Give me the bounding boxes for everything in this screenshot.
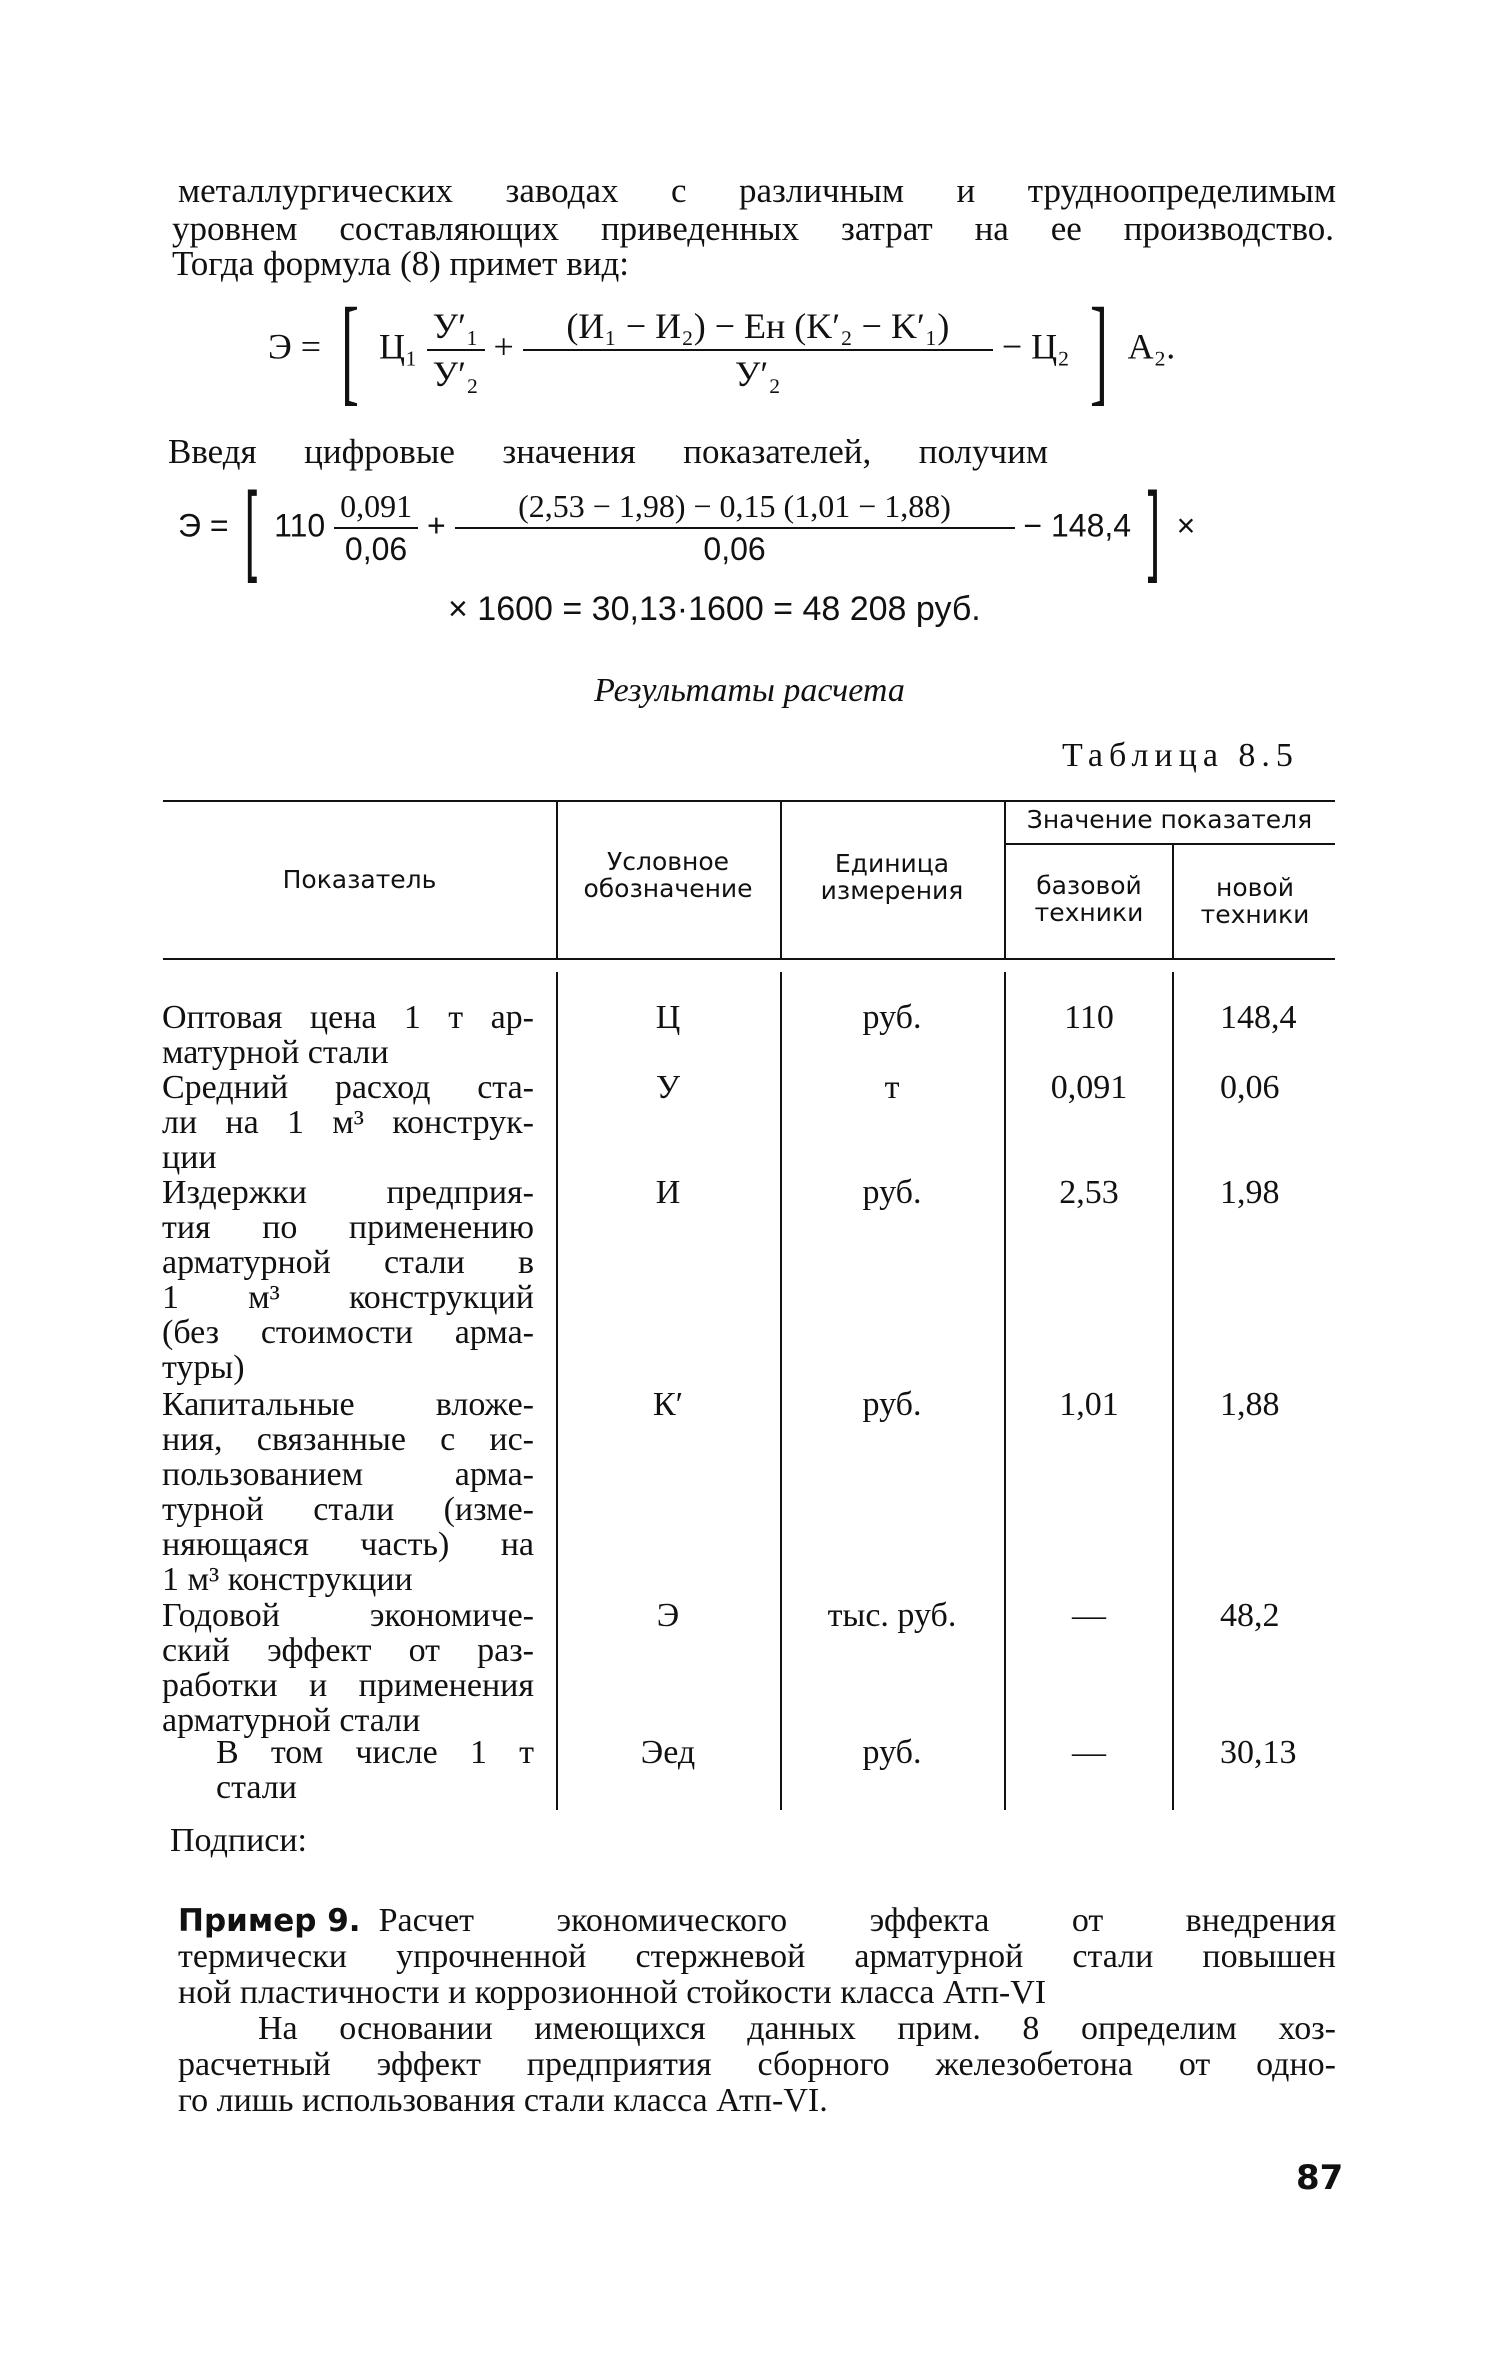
row-label-line: тия по применению	[162, 1209, 534, 1246]
table-header-rule	[163, 958, 1335, 960]
intro-sentence-2: Введя цифровые значения показателей, получим	[168, 432, 1048, 471]
table-top-rule	[163, 800, 1335, 802]
row-new-value: 0,06	[1220, 1069, 1280, 1106]
row-label-line: Годовой экономиче-	[162, 1597, 534, 1634]
row-unit: руб.	[862, 1174, 922, 1211]
formula1-lhs: Э =	[268, 326, 322, 367]
table-label: Таблица 8.5	[1062, 737, 1299, 774]
header-symbol: Условное обозначение	[583, 847, 753, 903]
row-label-line: (без стоимости арма-	[162, 1314, 534, 1351]
row-label-line: турной стали (изме-	[162, 1491, 534, 1528]
formula1-plus: +	[493, 326, 514, 367]
row-new-value: 1,88	[1220, 1386, 1280, 1423]
row-new-value: 30,13	[1220, 1734, 1297, 1771]
intro-line-3: Тогда формула (8) примет вид:	[172, 244, 629, 283]
formula2-minus: − 148,4	[1023, 507, 1132, 544]
formula1-fraction-1	[427, 305, 485, 395]
row-label	[216, 1735, 534, 1805]
formula-numeric	[178, 472, 1196, 584]
header-divider-4	[1172, 843, 1174, 958]
formula2-plus: +	[426, 507, 446, 544]
formula2-frac1-denominator: 0,06	[344, 531, 408, 567]
row-label-line: ния, связанные с ис-	[162, 1421, 534, 1458]
intro-line-1: металлургических заводах с различным и трудноопределимым	[178, 171, 1336, 210]
example-line-2: термически упрочненной стержневой арматурной стали повышен	[178, 1938, 1336, 1975]
formula2-frac1-numerator: 0,091	[334, 488, 418, 529]
formula1-factor: A₂.	[1127, 326, 1176, 367]
formula2-c1: 110	[274, 507, 326, 544]
example-line-4: На основании имеющихся данных прим. 8 определим хоз-	[258, 2010, 1336, 2047]
formula2-times: ×	[1176, 507, 1196, 544]
formula2-fraction-1	[334, 488, 418, 568]
body-divider-4	[1172, 972, 1174, 1810]
row-symbol: Эед	[640, 1734, 696, 1771]
row-base-value: 1,01	[1059, 1386, 1119, 1423]
row-label	[162, 1387, 534, 1597]
row-label	[162, 1175, 534, 1385]
row-unit: тыс. руб.	[827, 1597, 957, 1634]
example-line1-text: Расчет экономического эффекта от внедрения	[378, 1902, 1336, 1939]
header-new: новой техники	[1200, 873, 1310, 929]
intro-line-2: уровнем составляющих приведенных затрат на ее производство.	[172, 209, 1334, 248]
body-divider-2	[780, 972, 782, 1810]
example-line-6: го лишь использования стали класса Атп-VI.	[178, 2082, 828, 2119]
example-line-5: расчетный эффект предприятия сборного железобетона от одно-	[178, 2046, 1336, 2083]
formula2-frac2-numerator: (2,53 − 1,98) − 0,15 (1,01 − 1,88)	[455, 488, 1015, 529]
formula2-lhs: Э =	[178, 507, 229, 544]
row-label-line: В том числе 1 т	[216, 1734, 534, 1771]
table-caption: Результаты расчета	[594, 672, 905, 709]
example-line-1	[178, 1903, 1336, 1939]
formula1-frac2-numerator: (И₁ − И₂) − Eн (K′₂ − K′₁)	[523, 305, 993, 351]
right-bracket: ]	[1089, 283, 1108, 416]
row-label-line: 1 м³ конструкций	[162, 1279, 534, 1316]
row-label-line: Капитальные вложе-	[162, 1386, 534, 1423]
row-label	[162, 1598, 534, 1738]
header-divider-1	[556, 800, 558, 958]
page-number: 87	[1296, 2158, 1344, 2198]
example-paragraph	[178, 1903, 1336, 2119]
row-base-value: 0,091	[1050, 1069, 1128, 1106]
row-base-value: —	[1072, 1597, 1106, 1634]
header-value-group: Значение показателя	[1026, 805, 1313, 834]
row-label-line: Оптовая цена 1 т ар-	[162, 999, 534, 1036]
row-label-line: Издержки предприя-	[162, 1174, 534, 1211]
table-group-rule	[1004, 843, 1335, 845]
row-base-value: —	[1072, 1734, 1106, 1771]
row-label-line: ский эффект от раз-	[162, 1632, 534, 1669]
row-unit: руб.	[862, 1734, 922, 1771]
row-label-line: арматурной стали	[162, 1702, 421, 1739]
formula1-minus-price2: − Ц₂	[1001, 326, 1070, 367]
signatures-label: Подписи:	[170, 1822, 307, 1859]
row-unit: руб.	[862, 1386, 922, 1423]
row-label-line: туры)	[162, 1349, 245, 1386]
example-title: Пример 9.	[178, 1903, 361, 1939]
header-indicator: Показатель	[282, 865, 437, 894]
intro-paragraph-2	[172, 210, 1334, 248]
row-new-value: 148,4	[1220, 999, 1297, 1036]
row-label-line: ции	[162, 1139, 217, 1176]
body-divider-1	[556, 972, 558, 1810]
formula1-frac1-denominator: У′₂	[432, 354, 479, 394]
row-label-line: стали	[216, 1769, 297, 1806]
formula2-fraction-2	[455, 488, 1015, 568]
row-label-line: Средний расход ста-	[162, 1069, 534, 1106]
row-label-line: ли на 1 м³ конструк-	[162, 1104, 534, 1141]
formula1-fraction-2	[523, 305, 993, 395]
row-new-value: 48,2	[1220, 1597, 1280, 1634]
body-divider-3	[1004, 972, 1006, 1810]
row-unit: т	[884, 1069, 900, 1106]
row-base-value: 2,53	[1059, 1174, 1119, 1211]
row-unit: руб.	[862, 999, 922, 1036]
intro-paragraph	[178, 172, 1336, 210]
left-bracket: [	[341, 283, 360, 416]
header-divider-2	[780, 800, 782, 958]
formula2-line-2: × 1600 = 30,13·1600 = 48 208 руб.	[448, 590, 981, 628]
header-unit: Единица измерения	[820, 849, 964, 905]
row-label-line: работки и применения	[162, 1667, 534, 1704]
formula-general	[268, 283, 1176, 416]
formula2-frac2-denominator: 0,06	[703, 531, 766, 567]
row-label	[162, 1000, 534, 1070]
row-label-line: пользованием арма-	[162, 1456, 534, 1493]
left-bracket-2: [	[245, 472, 258, 584]
formula1-frac1-numerator: У′₁	[427, 305, 485, 351]
formula1-frac2-denominator: У′₂	[734, 354, 781, 394]
header-base: базовой техники	[1034, 871, 1144, 927]
row-label-line: 1 м³ конструкции	[162, 1561, 413, 1598]
row-symbol: И	[655, 1174, 681, 1211]
row-label-line: няющаяся часть) на	[162, 1526, 534, 1563]
row-label-line: матурной стали	[162, 1034, 389, 1071]
right-bracket-2: ]	[1147, 472, 1161, 584]
example-line-3: ной пластичности и коррозионной стойкости класса Атп-VI	[178, 1974, 1047, 2011]
row-symbol: К′	[652, 1386, 684, 1423]
row-symbol: У	[655, 1069, 681, 1106]
row-symbol: Ц	[655, 999, 681, 1036]
row-base-value: 110	[1064, 999, 1114, 1036]
row-new-value: 1,98	[1220, 1174, 1280, 1211]
formula1-price1: Ц₁	[379, 326, 418, 367]
row-symbol: Э	[656, 1597, 680, 1634]
row-label-line: арматурной стали в	[162, 1244, 534, 1281]
row-label	[162, 1070, 534, 1175]
